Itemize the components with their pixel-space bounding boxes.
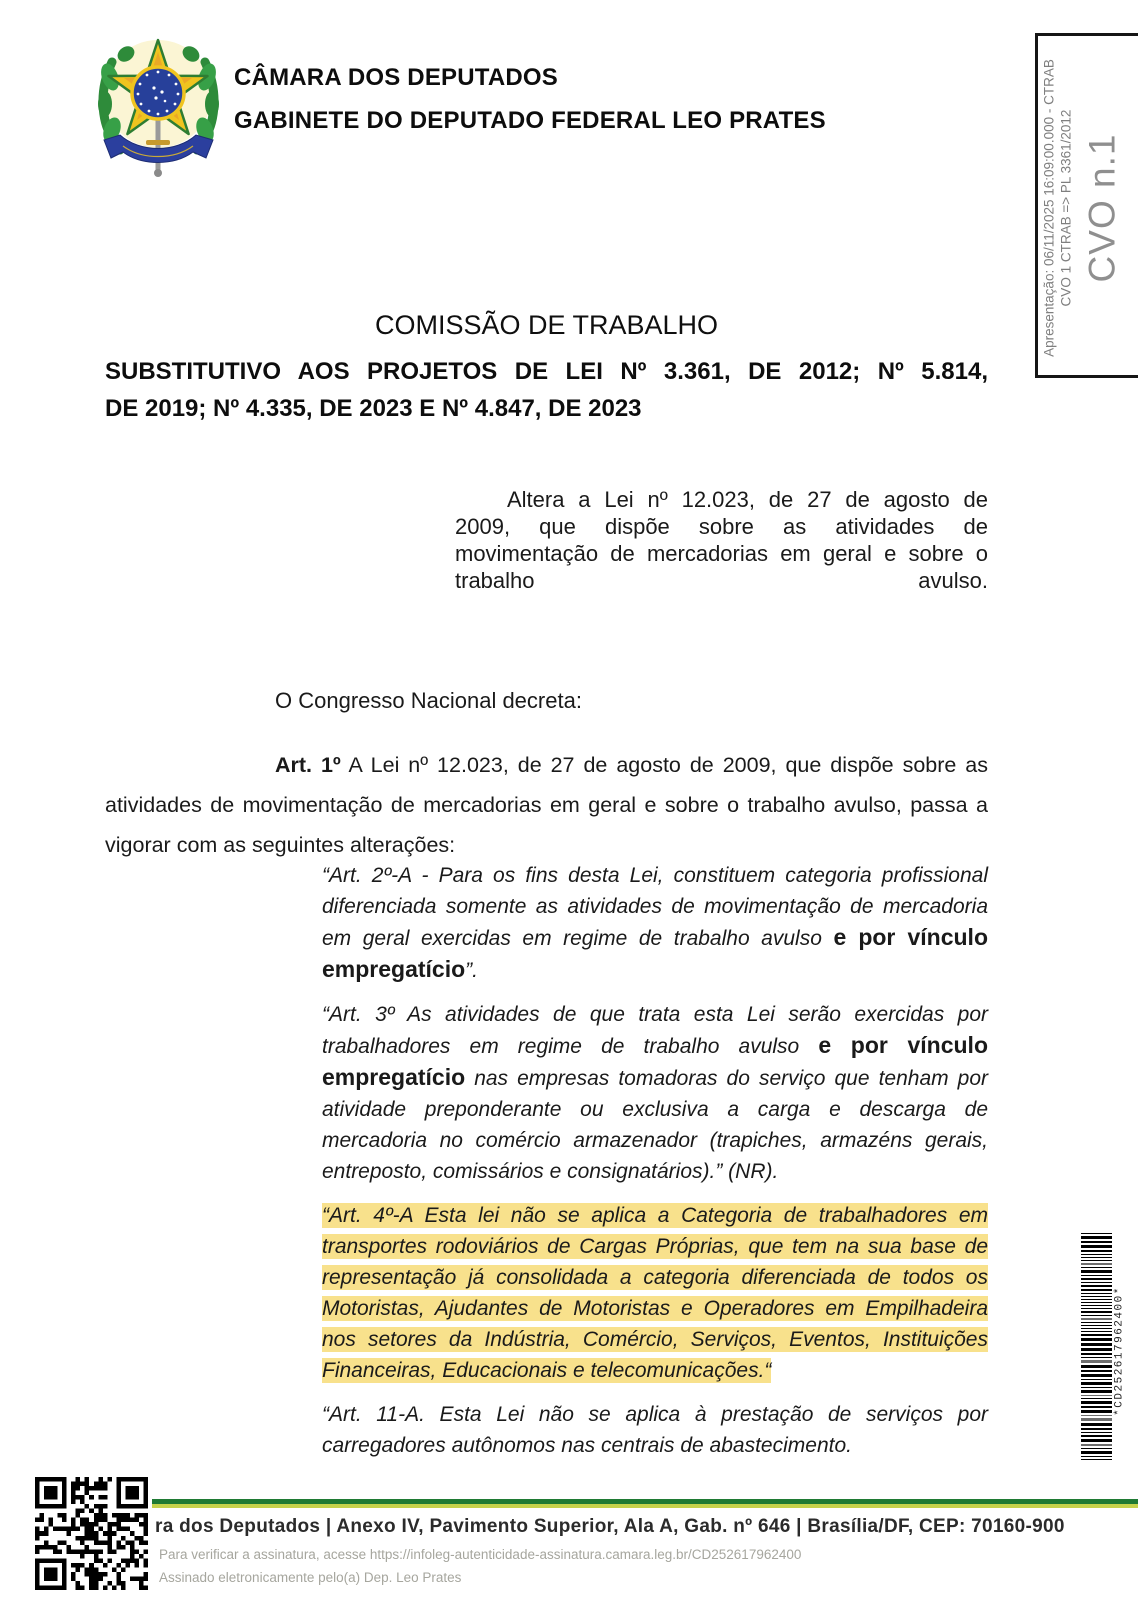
quoted-article-3-bold: e por vínculo empregatício <box>322 1032 988 1090</box>
header-office-title: GABINETE DO DEPUTADO FEDERAL LEO PRATES <box>234 107 826 134</box>
quoted-article-2a-close: ”. <box>465 959 478 982</box>
stamp-presentation-line: Apresentação: 06/11/2025 16:09:00.000 - CTRAB <box>1041 59 1057 357</box>
footer-rule-light-band <box>152 1504 1138 1508</box>
ementa <box>455 486 988 594</box>
footer-verify-line: Para verificar a assinatura, acesse https://infoleg-autenticidade-assinatura.camara.leg.br/CD252617962400 <box>159 1547 802 1562</box>
ementa-line: movimentação de mercadorias em geral e sobre o <box>455 541 988 566</box>
quoted-article-4a <box>322 1200 988 1386</box>
coat-of-arms-icon <box>90 32 227 180</box>
article-1-label: Art. 1º <box>275 753 341 777</box>
quoted-article-3 <box>322 999 988 1187</box>
footer-rule <box>152 1499 1138 1508</box>
quoted-article-2a-text: “Art. 2º-A - Para os fins desta Lei, constituem categoria profissional diferenciada somente as atividades de movimentação de mercadoria em geral exercidas em regime de trabalho avulso <box>322 864 988 950</box>
ementa-line: trabalho avulso. <box>455 568 988 593</box>
quoted-articles <box>322 860 988 1474</box>
presentation-stamp <box>1035 33 1138 378</box>
quoted-article-3-close: nas empresas tomadoras do serviço que tenham por atividade preponderante ou exclusiva a carga e descarga de mercadoria no comércio armazenador (trapiches, armazéns gerais, entreposto, comissários e consignatários).” (NR). <box>322 1067 988 1183</box>
quoted-article-2a-bold: e por vínculo empregatício <box>322 924 988 982</box>
article-1-text: A Lei nº 12.023, de 27 de agosto de 2009, que dispõe sobre as atividades de movimentação de mercadorias em geral e sobre o trabalho avulso, passa a vigorar com as seguintes alterações: <box>105 753 989 857</box>
stamp-code: CVO n.1 <box>1081 133 1123 283</box>
highlighted-text: “Art. 4º-A Esta lei não se aplica a Categoria de trabalhadores em transportes rodoviários de Cargas Próprias, que tem na sua base de representação já consolidada a categoria diferenciada de todos os Motoristas, Ajudantes de Motoristas e Operadores em Empilhadeira nos setores da Indústria, Comércio, Serviços, Eventos, Instituições Financeiras, Educacionais e telecomunicações.“ <box>322 1204 988 1382</box>
ementa-line: Altera a Lei nº 12.023, de 27 de agosto de <box>507 487 988 512</box>
header-org-title: CÂMARA DOS DEPUTADOS <box>234 64 559 91</box>
side-barcode-label: *CD252617962400* <box>1113 1286 1126 1416</box>
presentation-stamp-text <box>1041 41 1133 376</box>
header-text-block <box>234 64 826 135</box>
stamp-reference-line: CVO 1 CTRAB => PL 3361/2012 <box>1058 109 1074 307</box>
substitutive-heading <box>105 353 988 427</box>
footer-signed-line: Assinado eletronicamente pelo(a) Dep. Leo Prates <box>159 1570 462 1585</box>
footer-address: ra dos Deputados | Anexo IV, Pavimento Superior, Ala A, Gab. nº 646 | Brasília/DF, CEP: 70160-900 <box>155 1516 1065 1537</box>
quoted-article-11a: “Art. 11-A. Esta Lei não se aplica à prestação de serviços por carregadores autônomos nas centrais de abastecimento. <box>322 1403 988 1457</box>
side-barcode <box>1081 1233 1112 1462</box>
article-1 <box>105 745 988 865</box>
committee-title: COMISSÃO DE TRABALHO <box>374 310 719 340</box>
substitutive-heading-line1: SUBSTITUTIVO AOS PROJETOS DE LEI Nº 3.361, DE 2012; Nº 5.814, <box>105 358 988 385</box>
decree-line: O Congresso Nacional decreta: <box>275 688 582 713</box>
qr-code <box>35 1477 148 1590</box>
quoted-article-2a <box>322 860 988 986</box>
quoted-article-3-text: “Art. 3º As atividades de que trata esta Lei serão exercidas por trabalhadores em regime de trabalho avulso <box>322 1003 988 1058</box>
substitutive-heading-line2: DE 2019; Nº 4.335, DE 2023 E Nº 4.847, DE 2023 <box>105 395 642 422</box>
ementa-line: 2009, que dispõe sobre as atividades de <box>455 514 988 539</box>
